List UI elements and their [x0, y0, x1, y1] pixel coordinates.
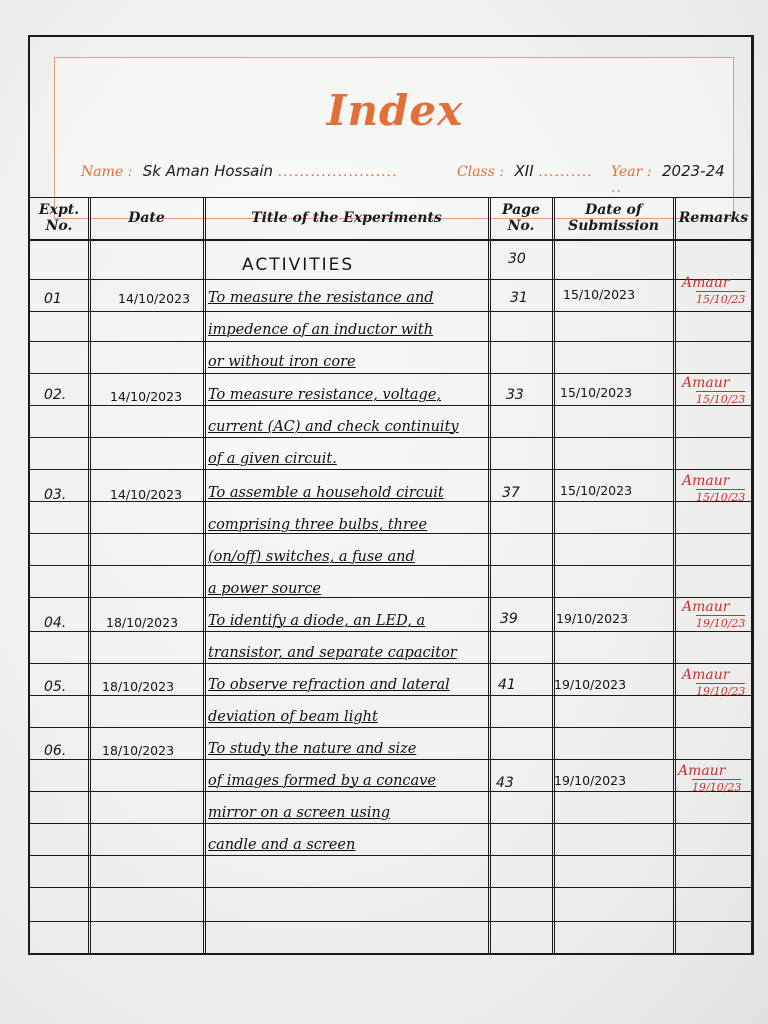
- row-expt-no: 03.: [44, 487, 67, 503]
- row-line: [30, 727, 752, 728]
- col-header-page-no: Page No.: [502, 201, 540, 234]
- row-title-line: or without iron core: [208, 354, 356, 370]
- row-date: 14/10/2023: [110, 389, 183, 404]
- class-label: Class :: [457, 164, 505, 180]
- name-label: Name :: [81, 164, 133, 180]
- page-title: Index: [326, 86, 464, 135]
- row-expt-no: 01: [44, 291, 62, 307]
- col-header-submission: Date of Submission: [568, 201, 659, 234]
- row-submission-date: 15/10/2023: [560, 483, 633, 498]
- signature-name: Amaur: [678, 763, 726, 779]
- year-field: [611, 162, 733, 196]
- signature-date: 19/10/23: [696, 617, 746, 630]
- signature-date: 15/10/23: [696, 491, 746, 504]
- row-title-line: candle and a screen: [208, 837, 356, 853]
- col-header-expt-no: Expt. No.: [38, 201, 80, 234]
- signature-name: Amaur: [682, 473, 730, 489]
- row-line: [30, 437, 752, 438]
- name-dots: ......................: [277, 164, 398, 180]
- row-title-line: a power source: [208, 581, 321, 597]
- signature-date: 19/10/23: [692, 781, 742, 794]
- row-title-line: To observe refraction and lateral: [208, 677, 450, 693]
- row-line: [30, 565, 752, 566]
- row-title-line: To identify a diode, an LED, a: [208, 613, 426, 629]
- row-title-line: (on/off) switches, a fuse and: [208, 549, 415, 565]
- row-line: [30, 373, 752, 374]
- row-expt-no: 04.: [44, 615, 67, 631]
- teacher-signature: [682, 275, 745, 306]
- col-header-date: Date: [128, 209, 165, 226]
- row-page-no: 41: [498, 677, 516, 693]
- row-line: [30, 695, 752, 696]
- index-table: [30, 197, 752, 955]
- section-page-no: 30: [508, 251, 526, 267]
- signature-date: 15/10/23: [696, 293, 746, 306]
- signature-name: Amaur: [682, 275, 730, 291]
- row-page-no: 33: [506, 387, 524, 403]
- row-submission-date: 19/10/2023: [556, 611, 629, 626]
- row-line: [30, 405, 752, 406]
- row-title-line: of a given circuit.: [208, 451, 337, 467]
- row-title-line: impedence of an inductor with: [208, 322, 434, 338]
- teacher-signature: [682, 473, 745, 504]
- col-header-title: Title of the Experiments: [251, 209, 442, 226]
- row-title-line: To measure resistance, voltage,: [208, 387, 442, 403]
- row-date: 18/10/2023: [102, 743, 175, 758]
- row-line: [30, 341, 752, 342]
- teacher-signature: [682, 375, 745, 406]
- row-submission-date: 15/10/2023: [563, 287, 636, 302]
- signature-date: 19/10/23: [696, 685, 746, 698]
- row-title-line: To study the nature and size: [208, 741, 417, 757]
- row-line: [30, 597, 752, 598]
- row-title-line: mirror on a screen using: [208, 805, 391, 821]
- row-expt-no: 06.: [44, 743, 67, 759]
- index-header: [54, 57, 734, 219]
- class-dots: ..........: [538, 164, 593, 180]
- row-line: [30, 469, 752, 470]
- teacher-signature: [678, 763, 741, 794]
- row-date: 18/10/2023: [102, 679, 175, 694]
- row-line: [30, 533, 752, 534]
- row-line: [30, 855, 752, 856]
- row-submission-date: 19/10/2023: [554, 677, 627, 692]
- index-sheet: [28, 35, 754, 955]
- row-line: [30, 311, 752, 312]
- name-value: Sk Aman Hossain: [142, 162, 274, 180]
- signature-name: Amaur: [682, 667, 730, 683]
- row-title-line: To measure the resistance and: [208, 290, 434, 306]
- row-page-no: 37: [502, 485, 520, 501]
- class-field: [457, 162, 593, 180]
- row-line: [30, 823, 752, 824]
- class-value: XII: [514, 162, 534, 180]
- row-line: [30, 887, 752, 888]
- header-row-line: [30, 239, 752, 241]
- row-title-line: deviation of beam light: [208, 709, 378, 725]
- row-submission-date: 15/10/2023: [560, 385, 633, 400]
- row-date: 18/10/2023: [106, 615, 179, 630]
- signature-date: 15/10/23: [696, 393, 746, 406]
- row-page-no: 43: [496, 775, 514, 791]
- row-title-line: of images formed by a concave: [208, 773, 436, 789]
- row-page-no: 39: [500, 611, 518, 627]
- col-header-remarks: Remarks: [678, 209, 749, 226]
- row-page-no: 31: [510, 290, 528, 306]
- section-heading: ACTIVITIES: [242, 255, 355, 275]
- row-submission-date: 19/10/2023: [554, 773, 627, 788]
- row-date: 14/10/2023: [110, 487, 183, 502]
- signature-name: Amaur: [682, 375, 730, 391]
- row-title-line: comprising three bulbs, three: [208, 517, 428, 533]
- year-label: Year :: [611, 164, 652, 180]
- row-line: [30, 921, 752, 922]
- row-date: 14/10/2023: [118, 291, 191, 306]
- row-line: [30, 663, 752, 664]
- teacher-signature: [682, 667, 745, 698]
- row-title-line: To assemble a household circuit: [208, 485, 444, 501]
- row-expt-no: 05.: [44, 679, 67, 695]
- row-line: [30, 791, 752, 792]
- teacher-signature: [682, 599, 745, 630]
- row-line: [30, 759, 752, 760]
- year-value: 2023-24: [661, 162, 725, 180]
- name-field: [81, 162, 397, 180]
- year-dots: ..: [611, 180, 622, 196]
- row-line: [30, 279, 752, 280]
- row-title-line: current (AC) and check continuity: [208, 419, 459, 435]
- row-line: [30, 631, 752, 632]
- row-expt-no: 02.: [44, 387, 67, 403]
- row-title-line: transistor, and separate capacitor: [208, 645, 457, 661]
- signature-name: Amaur: [682, 599, 730, 615]
